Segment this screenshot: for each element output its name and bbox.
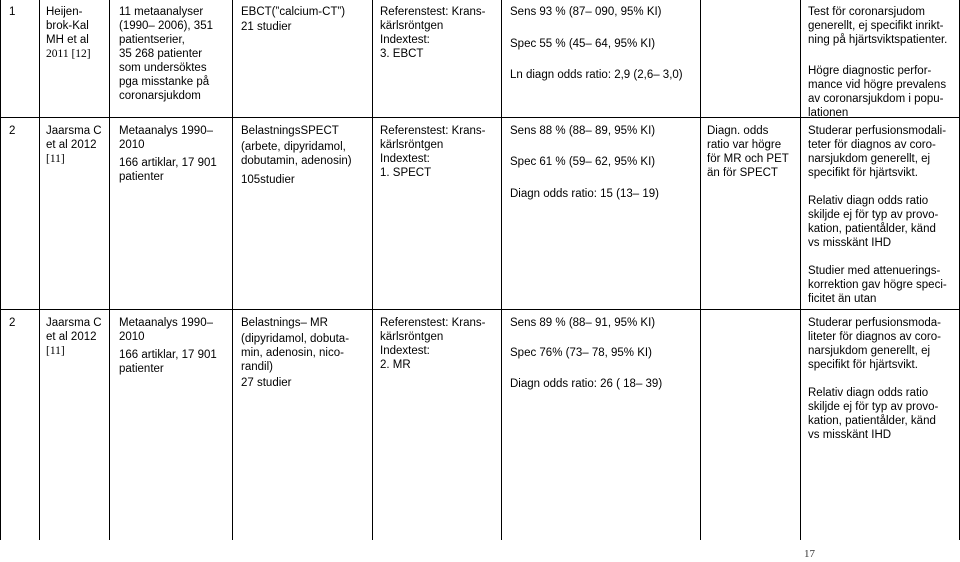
row-3-index-test: Belastnings– MR (dipyridamol, dobuta- min, adenosin, nico- randil) 27 studier bbox=[241, 317, 350, 389]
page-number: 17 bbox=[804, 548, 815, 560]
row-3-comments: Studerar perfusionsmoda- liteter för diagnos av coro- narsjukdom generellt, ej specifikt för hjärtsvikt. Relativ diagn odds ratio skiljde ej för typ av provo- kation, patientålder, känd vs misskänt IHD bbox=[808, 317, 941, 441]
column-divider-6 bbox=[700, 0, 701, 540]
row-2-index-test: BelastningsSPECT (arbete, dipyridamol, dobutamin, adenosin) 105studier bbox=[241, 125, 352, 186]
row-divider-2 bbox=[0, 309, 960, 310]
column-divider-2 bbox=[109, 0, 110, 540]
column-divider-3 bbox=[232, 0, 233, 540]
column-divider-4 bbox=[372, 0, 373, 540]
row-2-comparison: Diagn. odds ratio var högre för MR och PET än för SPECT bbox=[707, 125, 789, 179]
row-1-reference-test: Referenstest: Krans- kärlsröntgen Indextest: 3. EBCT bbox=[380, 6, 486, 60]
row-1-author: Heijen- brok-Kal MH et al 2011 [12] bbox=[46, 6, 91, 60]
row-2-author: Jaarsma C et al 2012 [11] bbox=[46, 125, 102, 165]
row-3-study-design: Metaanalys 1990– 2010 166 artiklar, 17 901 patienter bbox=[119, 317, 217, 375]
row-2-number: 2 bbox=[9, 125, 16, 137]
row-1-comments: Test för coronarsjudom generellt, ej specifikt inrikt- ning på hjärtsviktspatienter. Högre diagnostic perfor- mance vid högre prevalens av coronarsjukdom i popu- lationen bbox=[808, 6, 948, 119]
row-1-results: Sens 93 % (87– 090, 95% KI) Spec 55 % (45– 64, 95% KI) Ln diagn odds ratio: 2,9 (2,6– 3,0) bbox=[510, 6, 683, 81]
row-1-index-test: EBCT(”calcium-CT”) 21 studier bbox=[241, 6, 346, 33]
table-border-left bbox=[0, 0, 1, 540]
row-2-study-design: Metaanalys 1990– 2010 166 artiklar, 17 901 patienter bbox=[119, 125, 217, 183]
row-3-results: Sens 89 % (88– 91, 95% KI) Spec 76% (73– 78, 95% KI) Diagn odds ratio: 26 ( 18– 39) bbox=[510, 317, 663, 390]
column-divider-5 bbox=[501, 0, 502, 540]
row-3-author: Jaarsma C et al 2012 [11] bbox=[46, 317, 102, 357]
column-divider-1 bbox=[39, 0, 40, 540]
row-2-comments: Studerar perfusionsmodali- teter för diagnos av coro- narsjukdom generellt, ej specifikt för hjärtsvikt. Relativ diagn odds ratio skiljde ej för typ av provo- kation, patientålder, känd vs misskänt IHD Studier med attenuerings- korrektion gav högre speci- ficitet än utan bbox=[808, 125, 947, 305]
row-3-reference-test: Referenstest: Krans- kärlsröntgen Indextest: 2. MR bbox=[380, 317, 486, 371]
row-1-number: 1 bbox=[9, 6, 16, 18]
row-2-results: Sens 88 % (88– 89, 95% KI) Spec 61 % (59– 62, 95% KI) Diagn odds ratio: 15 (13– 19) bbox=[510, 125, 659, 200]
row-2-reference-test: Referenstest: Krans- kärlsröntgen Indextest: 1. SPECT bbox=[380, 125, 486, 179]
row-1-study-design: 11 metaanalyser (1990– 2006), 351 patientserier, 35 268 patienter som undersöktes pga misstanke på coronarsjukdom bbox=[119, 6, 213, 102]
column-divider-7 bbox=[800, 0, 801, 540]
row-3-number: 2 bbox=[9, 317, 16, 329]
